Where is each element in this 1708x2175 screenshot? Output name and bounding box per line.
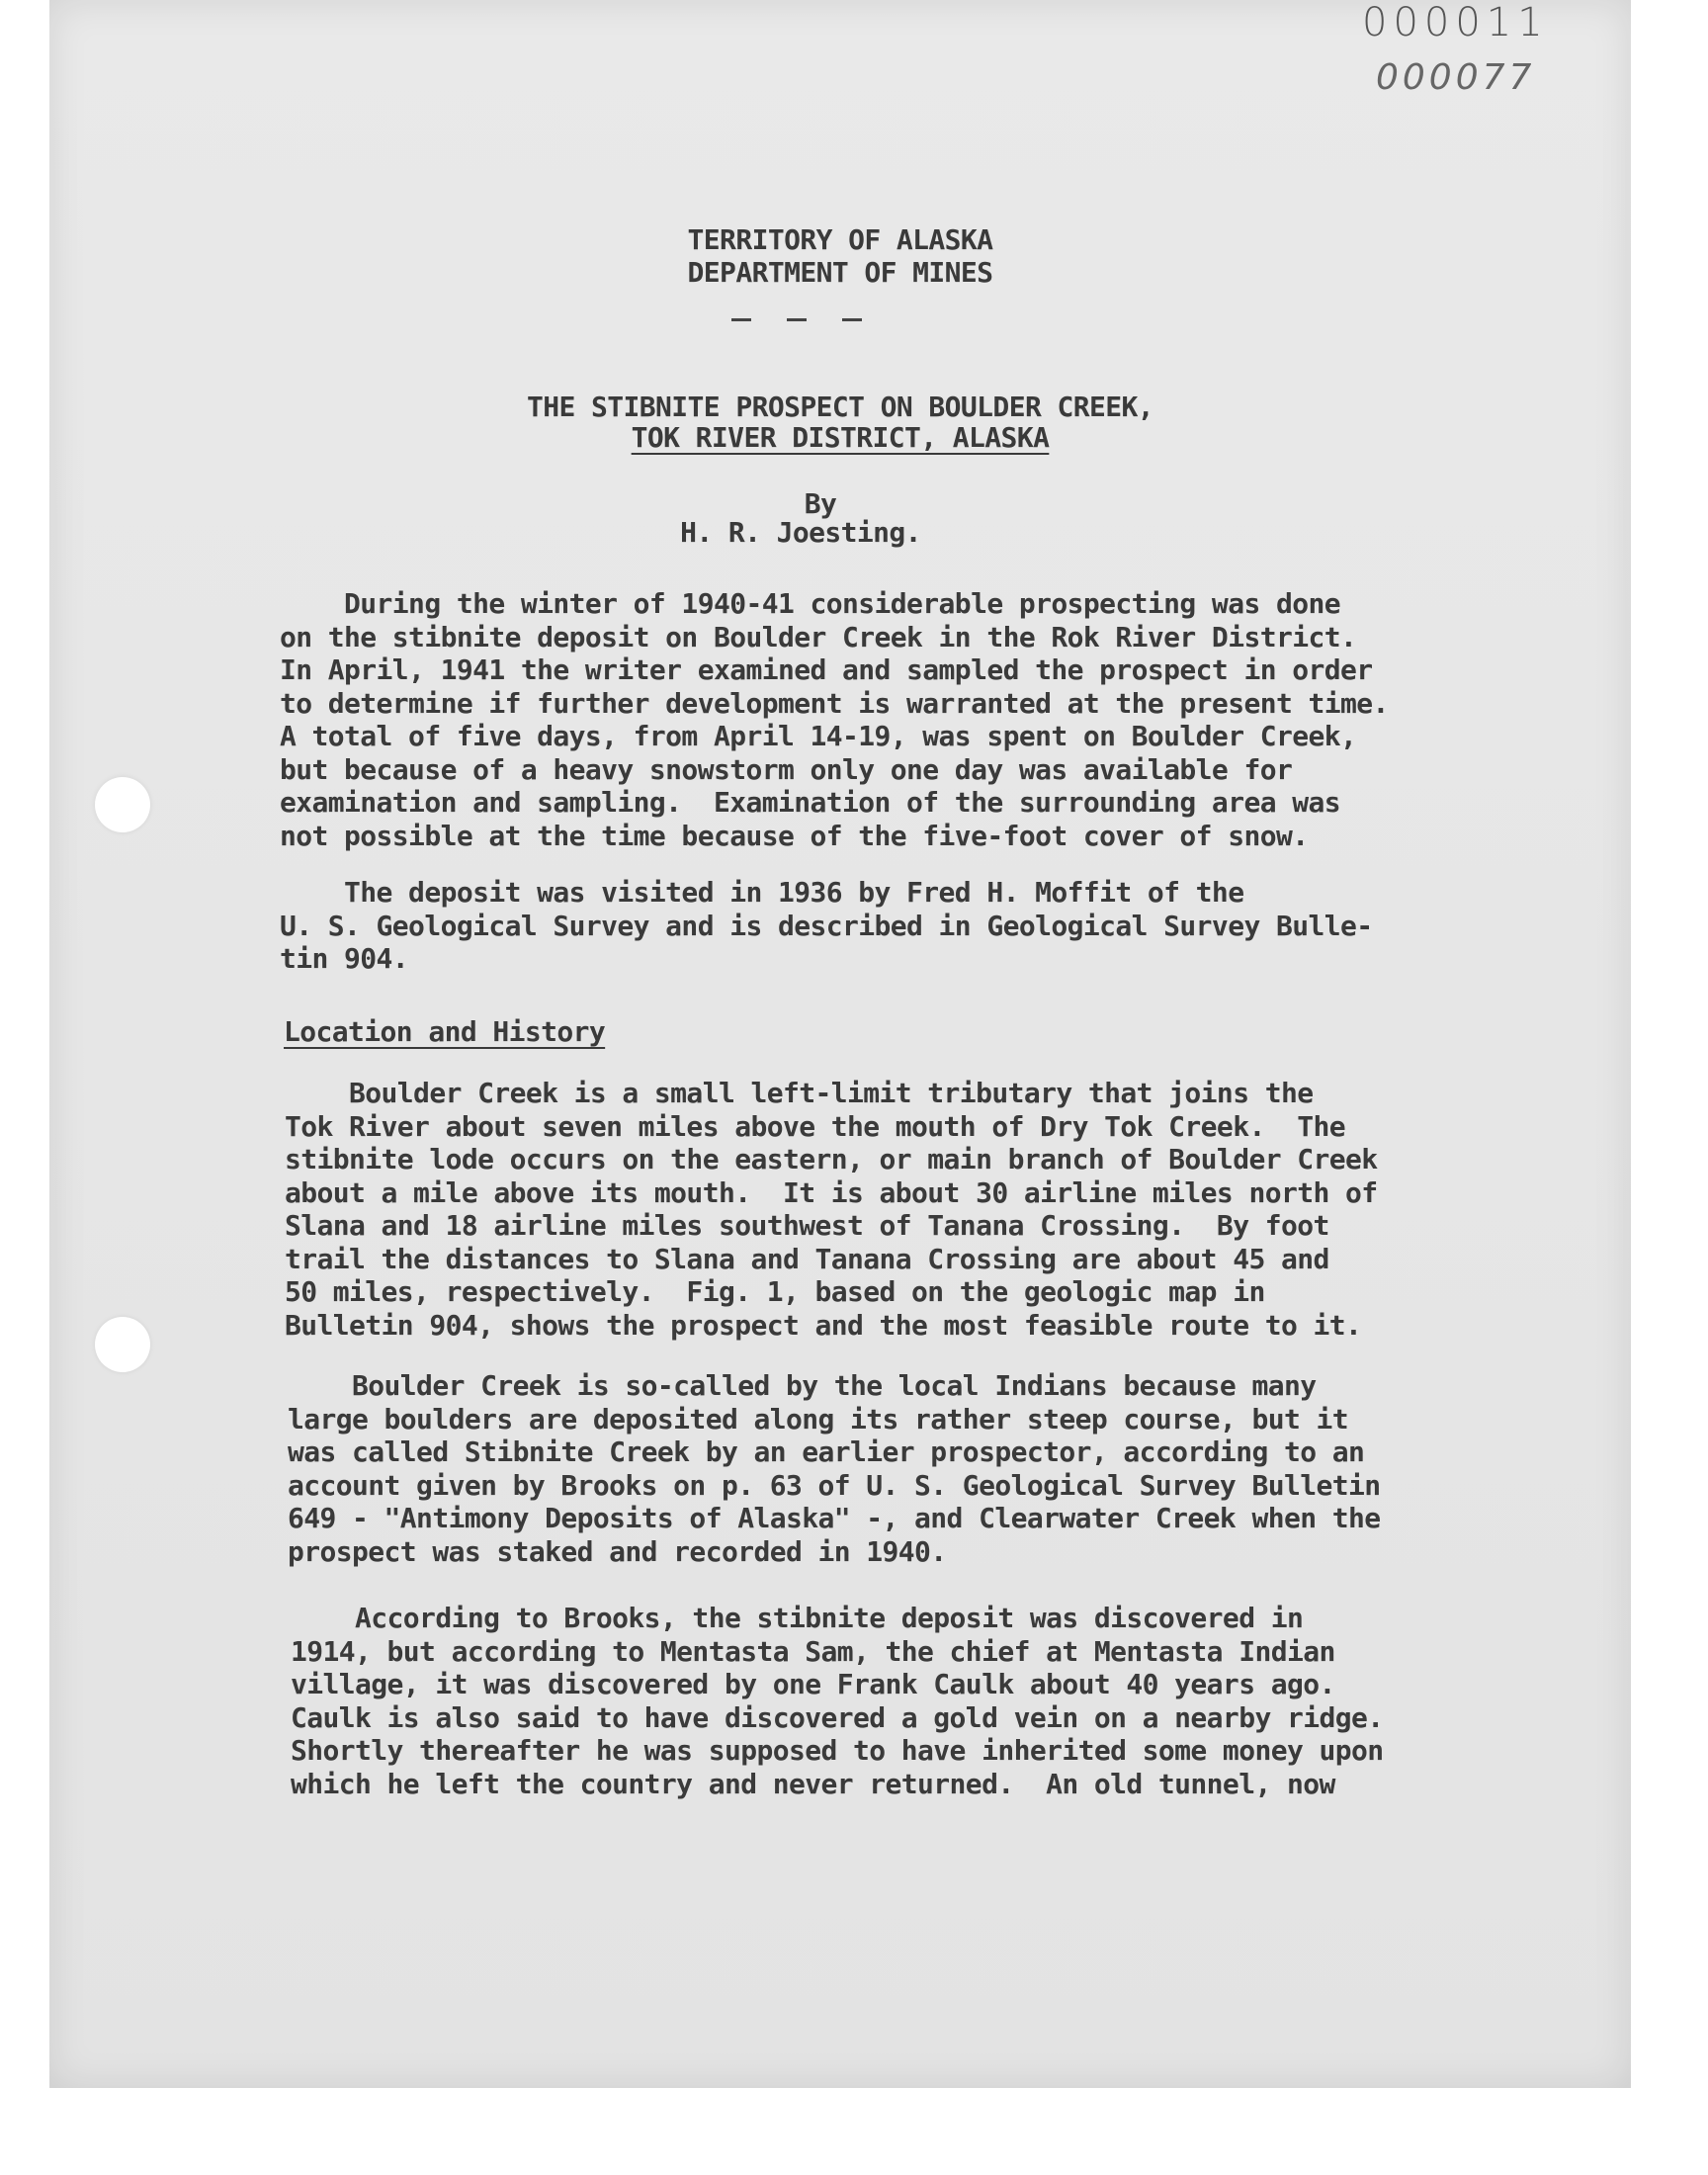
paragraph-line: Bulletin 904, shows the prospect and the most feasible route to it. (285, 1308, 1362, 1342)
handwritten-page-number: 000077 (1376, 57, 1536, 98)
paragraph-line: was called Stibnite Creek by an earlier prospector, according to an (288, 1436, 1365, 1468)
paragraph-line: The deposit was visited in 1936 by Fred H. Moffit of the (280, 876, 1244, 909)
paragraph-line: stibnite lode occurs on the eastern, or main branch of Boulder Creek (285, 1143, 1378, 1175)
paragraph-1 (280, 587, 1389, 852)
paragraph-line: prospect was staked and recorded in 1940. (288, 1534, 947, 1568)
divider-dash (842, 318, 862, 321)
paragraph-line: A total of five days, from April 14-19, was spent on Boulder Creek, (280, 720, 1357, 752)
byline-by: By (804, 487, 837, 520)
paragraph-line: Boulder Creek is a small left-limit tributary that joins the (285, 1077, 1314, 1109)
paragraph-line: not possible at the time because of the five-foot cover of snow. (280, 819, 1309, 852)
paragraph-line: trail the distances to Slana and Tanana Crossing are about 45 and (285, 1242, 1329, 1275)
paragraph-line: examination and sampling. Examination of the surrounding area was (280, 786, 1340, 819)
document-title-line2: TOK RIVER DISTRICT, ALASKA (631, 421, 1050, 454)
divider-dash (787, 318, 807, 321)
section-heading-location-history: Location and History (284, 1015, 606, 1048)
paragraph-line: Boulder Creek is so-called by the local Indians because many (288, 1369, 1317, 1402)
paragraph-line: 649 - "Antimony Deposits of Alaska" -, and Clearwater Creek when the (288, 1502, 1381, 1534)
paragraph-4 (288, 1369, 1381, 1568)
paragraph-line: Shortly thereafter he was supposed to have inherited some money upon (291, 1734, 1384, 1767)
paragraph-line: 50 miles, respectively. Fig. 1, based on the geologic map in (285, 1275, 1265, 1308)
page-number-stamp: 000011 (1362, 0, 1549, 45)
header-line-department: DEPARTMENT OF MINES (687, 256, 993, 289)
divider-dash (731, 318, 751, 321)
paragraph-line: According to Brooks, the stibnite deposit was discovered in (291, 1602, 1304, 1634)
paragraph-line: Tok River about seven miles above the mouth of Dry Tok Creek. The (285, 1109, 1345, 1143)
paragraph-line: In April, 1941 the writer examined and sampled the prospect in order (280, 653, 1373, 686)
paragraph-line: village, it was discovered by one Frank Caulk about 40 years ago. (291, 1668, 1335, 1700)
paragraph-5 (291, 1602, 1384, 1800)
paragraph-line: tin 904. (280, 942, 409, 975)
paragraph-3 (285, 1077, 1378, 1342)
paragraph-line: Slana and 18 airline miles southwest of Tanana Crossing. By foot (285, 1209, 1329, 1242)
paragraph-line: but because of a heavy snowstorm only one day was available for (280, 752, 1293, 786)
paragraph-2 (280, 876, 1373, 976)
paragraph-line: Caulk is also said to have discovered a gold vein on a nearby ridge. (291, 1700, 1384, 1734)
paragraph-line: on the stibnite deposit on Boulder Creek in the Rok River District. (280, 620, 1357, 653)
punch-hole-lower (95, 1317, 150, 1372)
paragraph-line: about a mile above its mouth. It is about 30 airline miles north of (285, 1175, 1378, 1209)
punch-hole-upper (95, 777, 150, 832)
header-line-territory: TERRITORY OF ALASKA (687, 223, 993, 256)
paragraph-line: which he left the country and never returned. An old tunnel, now (291, 1767, 1335, 1800)
paragraph-line: U. S. Geological Survey and is described in Geological Survey Bulle- (280, 909, 1373, 942)
paragraph-line: account given by Brooks on p. 63 of U. S. Geological Survey Bulletin (288, 1468, 1381, 1502)
byline-author: H. R. Joesting. (680, 516, 921, 549)
paragraph-line: to determine if further development is warranted at the present time. (280, 686, 1389, 720)
document-title-line1: THE STIBNITE PROSPECT ON BOULDER CREEK, (526, 391, 1154, 423)
paragraph-line: During the winter of 1940-41 considerable prospecting was done (280, 587, 1340, 620)
paragraph-line: 1914, but according to Mentasta Sam, the chief at Mentasta Indian (291, 1634, 1335, 1668)
paragraph-line: large boulders are deposited along its rather steep course, but it (288, 1402, 1348, 1436)
